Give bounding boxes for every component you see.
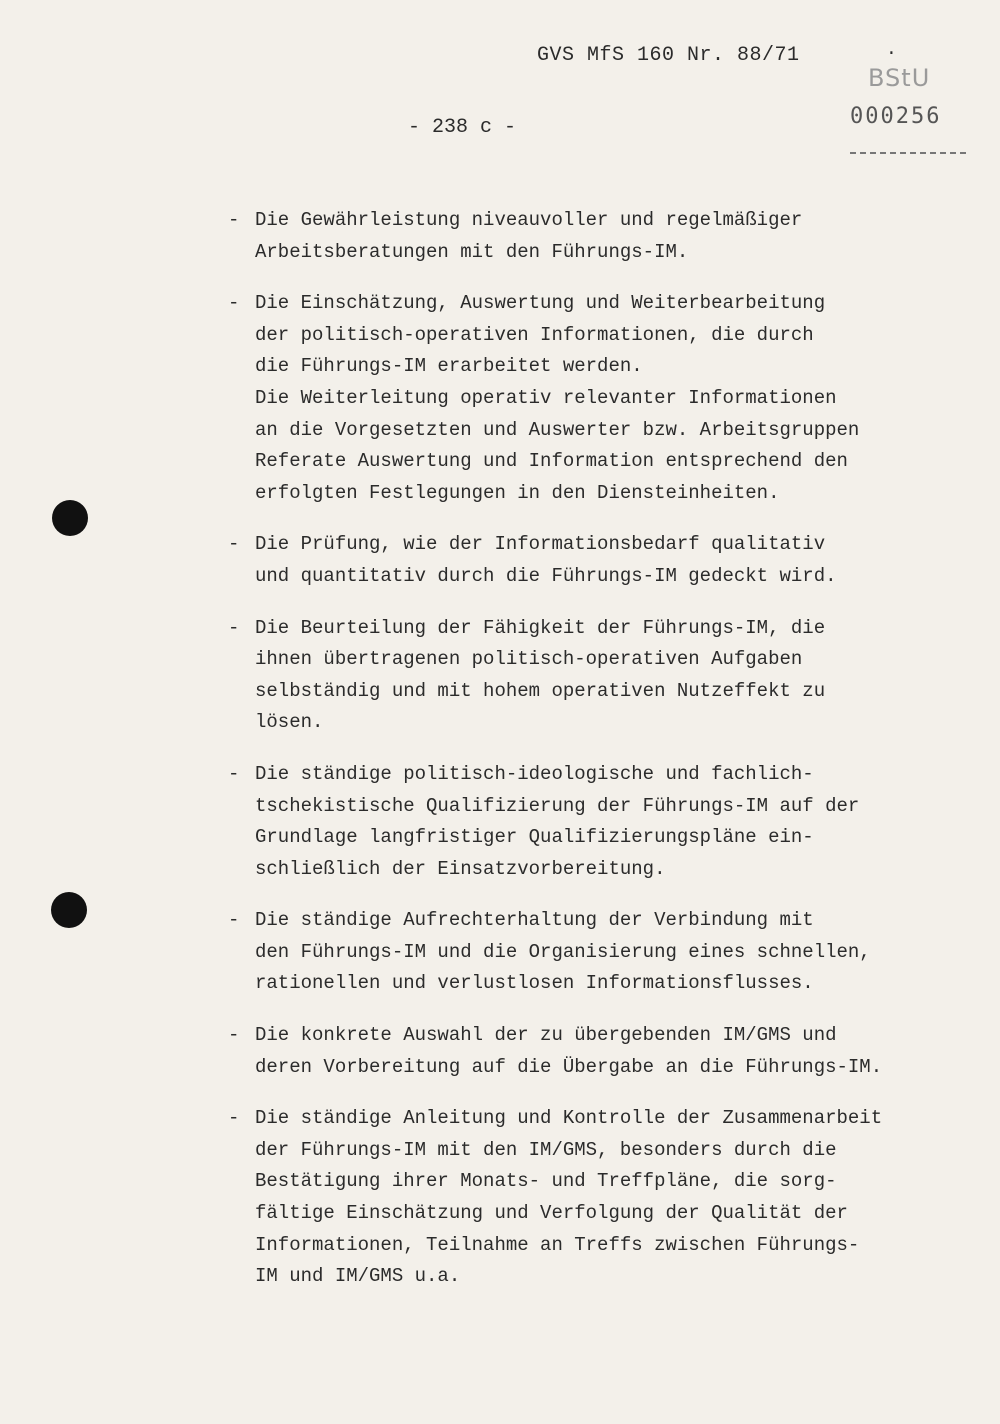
header-dot: . <box>886 40 897 60</box>
stamp-underline <box>850 152 966 154</box>
punch-hole <box>51 892 87 928</box>
list-item: - Die Gewährleistung niveauvoller und regelmäßiger Arbeitsberatungen mit den Führungs-IM. <box>228 205 968 268</box>
list-item: - Die ständige Aufrechterhaltung der Verbindung mit den Führungs-IM und die Organisierung eines schnellen, rationellen und verlustlosen Informationsflusses. <box>228 905 968 1000</box>
list-item: - Die Beurteilung der Fähigkeit der Führungs-IM, die ihnen übertragenen politisch-operativen Aufgaben selbständig und mit hohem operativen Nutzeffekt zu lösen. <box>228 613 968 739</box>
task-list <box>228 205 968 1313</box>
stamp-label: BStU <box>868 64 931 92</box>
document-reference: GVS MfS 160 Nr. 88/71 <box>537 44 800 67</box>
page-number: - 238 c - <box>408 116 517 139</box>
list-item: - Die ständige politisch-ideologische und fachlich- tschekistische Qualifizierung der Führungs-IM auf der Grundlage langfristiger Qualifizierungspläne ein- schließlich der Einsatzvorbereitung. <box>228 759 968 885</box>
list-item: - Die Prüfung, wie der Informationsbedarf qualitativ und quantitativ durch die Führungs-IM gedeckt wird. <box>228 529 968 592</box>
archive-stamp <box>840 64 966 164</box>
list-item: - Die ständige Anleitung und Kontrolle der Zusammenarbeit der Führungs-IM mit den IM/GMS, besonders durch die Bestätigung ihrer Monats- und Treffpläne, die sorg- fältige Einschätzung und Verfolgung der Qualität der Informationen, Teilnahme an Treffs zwischen Führungs- IM und IM/GMS u.a. <box>228 1103 968 1293</box>
stamp-number: 000256 <box>850 104 942 129</box>
punch-hole <box>52 500 88 536</box>
list-item: - Die Einschätzung, Auswertung und Weiterbearbeitung der politisch-operativen Informationen, die durch die Führungs-IM erarbeitet werden. Die Weiterleitung operativ relevanter Informationen an die Vorgesetzten und Auswerter bzw. Arbeitsgruppen Referate Auswertung und Information entsprechend den erfolgten Festlegungen in den Diensteinheiten. <box>228 288 968 509</box>
list-item: - Die konkrete Auswahl der zu übergebenden IM/GMS und deren Vorbereitung auf die Übergabe an die Führungs-IM. <box>228 1020 968 1083</box>
